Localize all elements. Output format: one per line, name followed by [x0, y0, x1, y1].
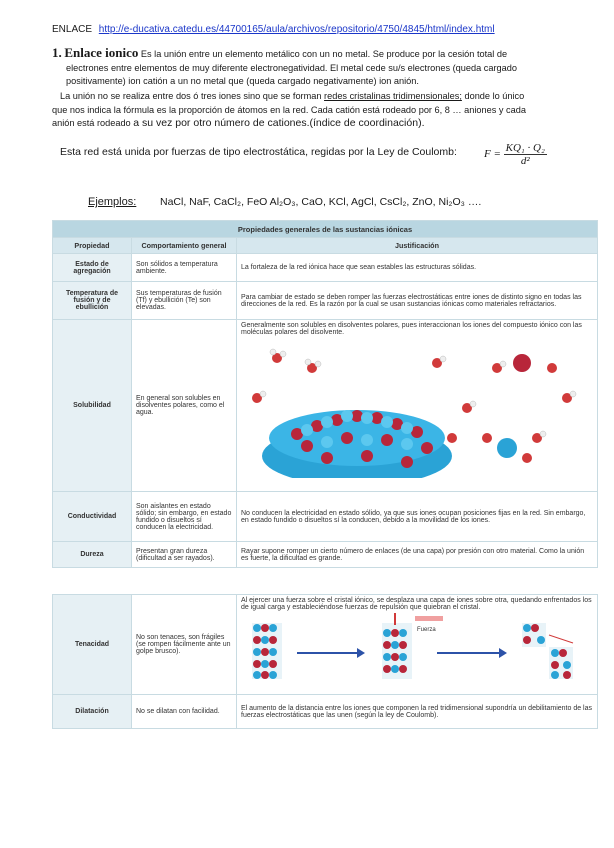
table-row	[53, 542, 598, 568]
row-prop: Temperatura de fusión y de ebullición	[53, 282, 132, 320]
p2-underlined: redes cristalinas tridimensionales;	[324, 91, 462, 101]
header-propiedad: Propiedad	[53, 238, 132, 254]
row-prop: Dilatación	[53, 695, 132, 729]
ionic-crystal-lattice	[262, 410, 452, 478]
formula-numerator: KQ₁ · Q₂	[505, 142, 545, 154]
p2-b: donde lo único	[461, 91, 525, 101]
arrow-head-2	[499, 648, 507, 658]
crystal-network-paragraph	[52, 90, 588, 131]
lattice-before	[252, 623, 282, 679]
arrow-head-1	[357, 648, 365, 658]
row-just: No conducen la electricidad en estado sólido, ya que sus iones ocupan posiciones fijas en la red. Sin embargo, en estado fundido o disueltos sí la conducen, debido a la movilidad de los iones.	[237, 492, 598, 542]
row-just: Rayar supone romper un cierto número de enlaces (de una capa) por presión con otro material. Como la unión es fuerte, la dificultad es grande.	[237, 542, 598, 568]
ionic-properties-table-2	[52, 594, 598, 729]
formula-lhs: F =	[484, 148, 501, 161]
row-comp: En general son solubles en disolventes polares, como el agua.	[132, 320, 237, 492]
table-row	[53, 320, 598, 492]
row-comp: Son sólidos a temperatura ambiente.	[132, 254, 237, 282]
force-label: Fuerza	[417, 627, 436, 633]
intro-line-3: positivamente) ion catión a un no metal que (queda cargado negativamente) ion anión.	[66, 76, 419, 87]
tenacity-cell	[237, 595, 598, 695]
dissolution-illustration	[237, 338, 587, 478]
p2-line-3b: a su vez por otro número de cationes.(índice de coordinación).	[133, 117, 425, 130]
section-ionic-bond	[52, 46, 582, 89]
row-prop: Dureza	[53, 542, 132, 568]
row-comp: No son tenaces, son frágiles (se rompen fácilmente ante un golpe brusco).	[132, 595, 237, 695]
row-just: El aumento de la distancia entre los iones que componen la red tridimensional supondría un debilitamiento de las fuerzas electrostáticas que las unen (según la ley de Coulomb).	[237, 695, 598, 729]
intro-line-2: electrones entre elementos de muy diferente electronegatividad. El metal cede su/s electrones (queda cargado	[66, 62, 517, 73]
lattice-broken	[522, 623, 573, 679]
table-row	[53, 282, 598, 320]
row-just: Al ejercer una fuerza sobre el cristal iónico, se desplaza una capa de iones sobre otra, quedando enfrentados los de igual carga y estableciéndose fuerzas de repulsión que quiebran el cristal.	[241, 597, 592, 611]
header-comportamiento: Comportamiento general	[132, 238, 237, 254]
formula-denominator: d²	[520, 155, 530, 167]
row-comp: No se dilatan con facilidad.	[132, 695, 237, 729]
intro-line-1: Es la unión entre un elemento metálico con un no metal. Se produce por la cesión total de	[138, 49, 508, 59]
row-comp: Son aislantes en estado sólido; sin embargo, en estado fundido o disueltos sí conducen la electricidad.	[132, 492, 237, 542]
p2-a: La unión no se realiza entre dos ó tres iones sino que se forman	[60, 91, 325, 101]
p2-line-3a: anión está rodeado	[52, 118, 134, 129]
row-prop: Conductividad	[53, 492, 132, 542]
coulomb-text: Esta red está unida por fuerzas de tipo electrostática, regidas por la Ley de Coulomb:	[60, 146, 457, 158]
table-title: Propiedades generales de las sustancias iónicas	[53, 221, 598, 238]
row-just: Para cambiar de estado se deben romper las fuerzas electrostáticas entre iones de distinto signo en todas las direcciones de la red. Es la razón por la cual se usan sustancias iónicas como materiales refractarios.	[237, 282, 598, 320]
row-just: La fortaleza de la red iónica hace que sean estables las estructuras sólidas.	[237, 254, 598, 282]
examples-values: NaCl, NaF, CaCl₂, FeO Al₂O₃, CaO, KCl, AgCl, CsCl₂, ZnO, Ni₂O₃ ….	[160, 196, 482, 208]
table-row	[53, 595, 598, 695]
table-row	[53, 695, 598, 729]
ionic-properties-table	[52, 220, 598, 568]
enlace-label: ENLACE	[52, 24, 93, 35]
tenacity-illustration	[237, 613, 587, 685]
row-prop: Tenacidad	[53, 595, 132, 695]
enlace-link[interactable]: http://e-ducativa.catedu.es/44700165/aula/archivos/repositorio/4750/4845/html/index.html	[98, 24, 495, 35]
header-justificacion: Justificación	[237, 238, 598, 254]
solubility-cell	[237, 320, 598, 492]
row-just: Generalmente son solubles en disolventes polares, pues interaccionan los iones del compuesto iónico con las moléculas polares del disolvente.	[241, 322, 582, 336]
section-heading: Enlace ionico	[64, 45, 139, 60]
row-comp: Sus temperaturas de fusión (Tf) y ebullición (Te) son elevadas.	[132, 282, 237, 320]
examples-label: Ejemplos:	[88, 196, 137, 208]
p2-line-2: que nos indica la fórmula es la proporción de átomos en la red. Cada catión está rodeado por 6, 8 … aniones y cada	[52, 104, 526, 115]
coulomb-formula	[484, 142, 547, 167]
lattice-force	[382, 613, 443, 679]
table-row	[53, 254, 598, 282]
row-prop: Estado de agregación	[53, 254, 132, 282]
section-number: 1.	[52, 45, 62, 60]
row-comp: Presentan gran dureza (dificultad a ser rayados).	[132, 542, 237, 568]
row-prop: Solubilidad	[53, 320, 132, 492]
table-row	[53, 492, 598, 542]
enlace-line	[52, 24, 495, 35]
